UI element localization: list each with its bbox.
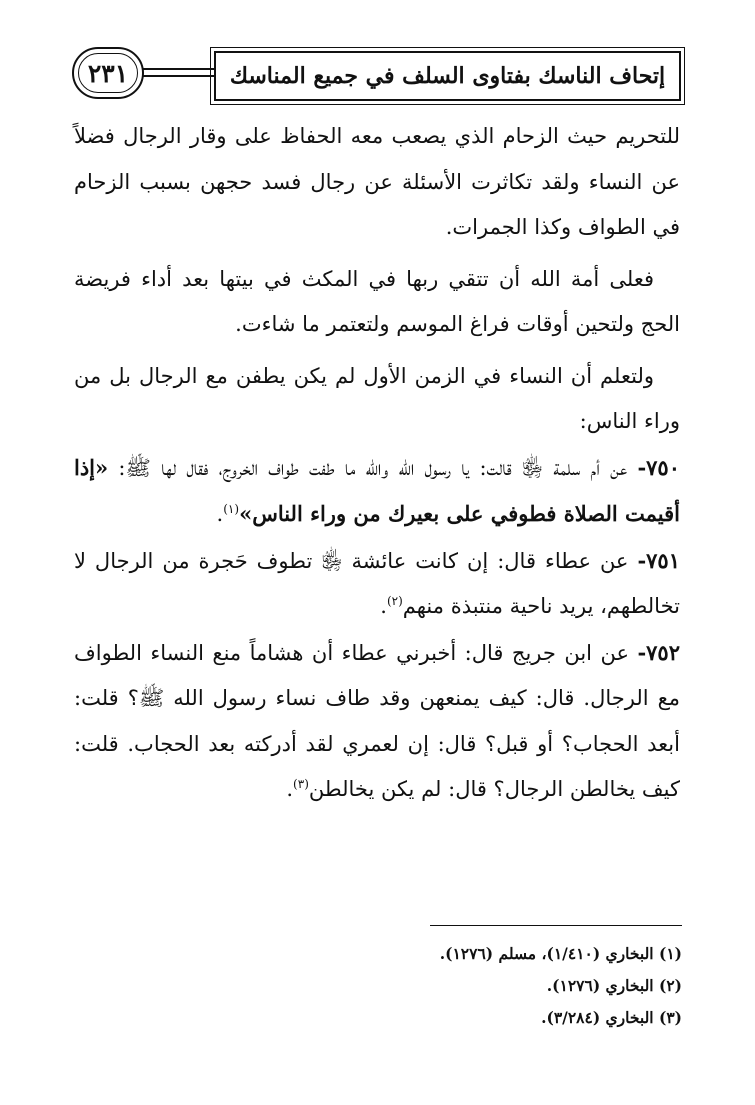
footnote-separator — [430, 925, 682, 926]
entry-end: . — [380, 594, 387, 618]
entry-750 — [74, 445, 680, 538]
paragraph-3: ولتعلم أن النساء في الزمن الأول لم يكن يطفن مع الرجال بل من وراء الناس: — [74, 363, 680, 433]
paragraph-1: للتحريم حيث الزحام الذي يصعب معه الحفاظ على وقار الرجال فضلاً عن النساء ولقد تكاثرت الأسئلة عن رجال فسد حجهن بسبب الزحام في الطواف وكذا الجمرات. — [74, 124, 680, 239]
entry-end: . — [286, 777, 294, 801]
footnote-3: (٣) البخاري (٣/٢٨٤). — [541, 1008, 682, 1027]
footnote-2: (٢) البخاري (١٢٧٦). — [546, 976, 682, 995]
entry-752 — [74, 630, 680, 813]
entry-number: ٧٥٠- — [637, 454, 680, 480]
entry-text: عن أم سلمة ﵂ قالت: يا رسول الله والله ما طفت طواف الخروج، فقال لها ﷺ: — [108, 455, 638, 480]
hadith-quote: «إذا أقيمت الصلاة فطوفي على بعيرك من وراء الناس» — [74, 454, 680, 526]
footnote-ref[interactable]: (٣) — [293, 777, 309, 791]
entry-751 — [74, 538, 680, 630]
running-header-title: إتحاف الناسك بفتاوى السلف في جميع المناسك — [214, 51, 681, 101]
header-connector-rule — [143, 68, 214, 77]
footnotes — [300, 938, 682, 1034]
entry-text: عن ابن جريج قال: أخبرني عطاء أن هشاماً منع النساء الطواف مع الرجال. قال: كيف يمنعهن وقد طاف نساء رسول الله ﷺ؟ قلت: أبعد الحجاب؟ أو قبل؟ قال: إن لعمري لقد أدركته بعد الحجاب. قلت: كيف يخالطن الرجال؟ قال: لم يكن يخالطن — [74, 640, 680, 801]
main-text — [74, 114, 680, 813]
entry-end: . — [216, 502, 224, 526]
footnote-ref[interactable]: (٢) — [386, 594, 403, 608]
footnote-ref[interactable]: (١) — [223, 502, 240, 516]
entry-text: عن عطاء قال: إن كانت عائشة ﵂ تطوف حَجرة من الرجال لا تخالطهم، يريد ناحية منتبذة منهم — [74, 548, 680, 618]
page-number: ٢٣١ — [72, 47, 144, 99]
entry-number: ٧٥٢- — [637, 639, 680, 665]
paragraph-2: فعلى أمة الله أن تتقي ربها في المكث في بيتها بعد أداء فريضة الحج ولتحين أوقات فراغ الموسم ولتعتمر ما شاءت. — [74, 266, 680, 336]
footnote-1: (١) البخاري (١/٤١٠)، مسلم (١٢٧٦). — [439, 944, 682, 963]
entry-number: ٧٥١- — [637, 547, 680, 573]
